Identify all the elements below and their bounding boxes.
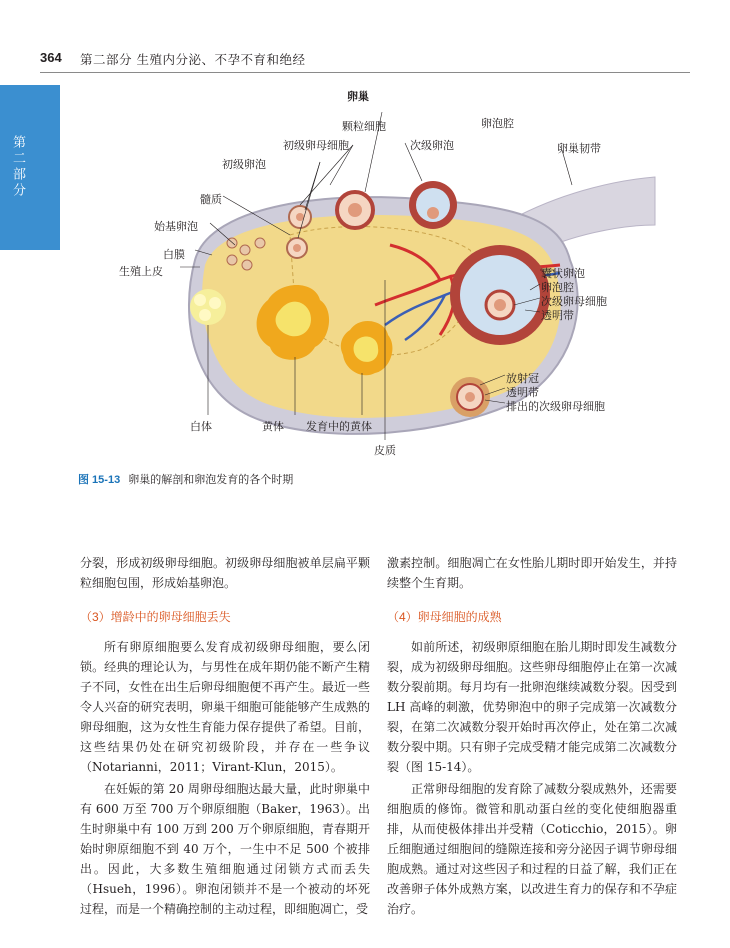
section-4-title: （4）卵母细胞的成熟	[387, 610, 502, 624]
section-3-title: （3）增龄中的卵母细胞丢失	[80, 610, 231, 624]
right-paragraph-3: 正常卵母细胞的发育除了减数分裂成熟外，还需要细胞质的修饰。微管和肌动蛋白丝的变化使细胞器重排，从而使极体排出并受精（Coticchio，2015）。卵丘细胞通过细胞间的缝隙连接和旁分泌因子调节卵母细胞成熟。通过对这些因子和过程的日益了解，我们正在改善卵子体外成熟方案，以改进生育力的保存和不孕症治疗。	[387, 782, 677, 916]
label-corpus-luteum: 黄体	[262, 420, 284, 433]
right-paragraph-2: 如前所述，初级卵原细胞在胎儿期时即发生减数分裂，成为初级卵母细胞。这些卵母细胞停止在第一次减数分裂前期。每月均有一批卵泡继续减数分裂。因受到 LH 高峰的刺激，优势卵泡中的卵子完成第一次减数分裂，在第二次减数分裂开始时再次停止，处在第二次减数分裂中期。只有卵子完成受精才能完成第二次减数分裂（图 15-14）。	[387, 640, 677, 774]
running-head: 第二部分 生殖内分泌、不孕不育和绝经	[80, 52, 306, 67]
figure-caption	[78, 471, 293, 487]
label-ovulated-oocyte: 排出的次级卵母细胞	[506, 400, 605, 413]
caption-number: 图 15-13	[78, 474, 121, 486]
label-corpus-albicans: 白体	[190, 420, 212, 433]
label-ovarian-ligament: 卵巢韧带	[557, 142, 601, 155]
label-vesicular-follicle: 囊状卵泡	[541, 267, 585, 280]
label-corona-radiata: 放射冠	[506, 372, 539, 385]
right-column	[387, 553, 677, 921]
label-antrum: 卵泡腔	[541, 281, 574, 294]
label-tunica-albuginea: 白膜	[163, 248, 185, 261]
side-tab-label: 第二部分	[11, 135, 26, 199]
left-column	[80, 553, 370, 921]
label-cortex: 皮质	[374, 444, 396, 457]
page-header	[0, 48, 730, 72]
label-primordial-follicle: 始基卵泡	[154, 220, 198, 233]
caption-text: 卵巢的解剖和卵泡发育的各个时期	[128, 473, 294, 486]
figure-title: 卵巢	[347, 90, 369, 103]
label-medulla: 髓质	[200, 193, 222, 206]
label-granulosa-cells: 颗粒细胞	[342, 120, 386, 133]
label-zona-pellucida: 透明带	[541, 309, 574, 322]
ovary-figure	[100, 85, 660, 465]
header-rule	[40, 72, 690, 73]
left-paragraph-3: 在妊娠的第 20 周卵母细胞达最大量，此时卵巢中有 600 万至 700 万个卵原细胞（Baker，1963）。出生时卵巢中有 100 万到 200 万个卵原细胞，青春期开始时卵原细胞不到 40 万个，一生中不足 500 个被排出。因此，大多数生殖细胞通过闭锁方式而丢失（Hsueh，1996）。卵泡闭锁并不是一个被动的坏死过程，而是一个精确控制的主动过程，即细胞凋亡，受	[80, 782, 370, 916]
label-secondary-oocyte: 次级卵母细胞	[541, 295, 607, 308]
label-secondary-follicle: 次级卵泡	[410, 139, 454, 152]
label-primary-follicle: 初级卵泡	[222, 158, 266, 171]
label-developing-corpus-luteum: 发育中的黄体	[306, 420, 372, 433]
left-paragraph-2: 所有卵原细胞要么发育成初级卵母细胞，要么闭锁。经典的理论认为，与男性在成年期仍能不断产生精子不同，女性在出生后卵母细胞便不再产生。最近一些令人兴奋的研究表明，卵巢干细胞可能能够产生成熟的卵母细胞，这为女性生育能力保存提供了希望。目前，这些结果仍处在研究初级阶段，并存在一些争议（Notarianni，2011；Virant-Klun，2015）。	[80, 640, 370, 774]
left-paragraph-1: 分裂，形成初级卵母细胞。初级卵母细胞被单层扁平颗粒细胞包围，形成始基卵泡。	[80, 556, 370, 590]
label-primary-oocyte: 初级卵母细胞	[283, 139, 349, 152]
side-tab	[0, 85, 60, 250]
label-germinal-epithelium: 生殖上皮	[119, 265, 163, 278]
label-antrum-top: 卵泡腔	[481, 117, 514, 130]
right-paragraph-1: 激素控制。细胞凋亡在女性胎儿期时即开始发生，并持续整个生育期。	[387, 556, 677, 590]
page-number: 364	[40, 50, 62, 65]
label-zona-pellucida-2: 透明带	[506, 386, 539, 399]
